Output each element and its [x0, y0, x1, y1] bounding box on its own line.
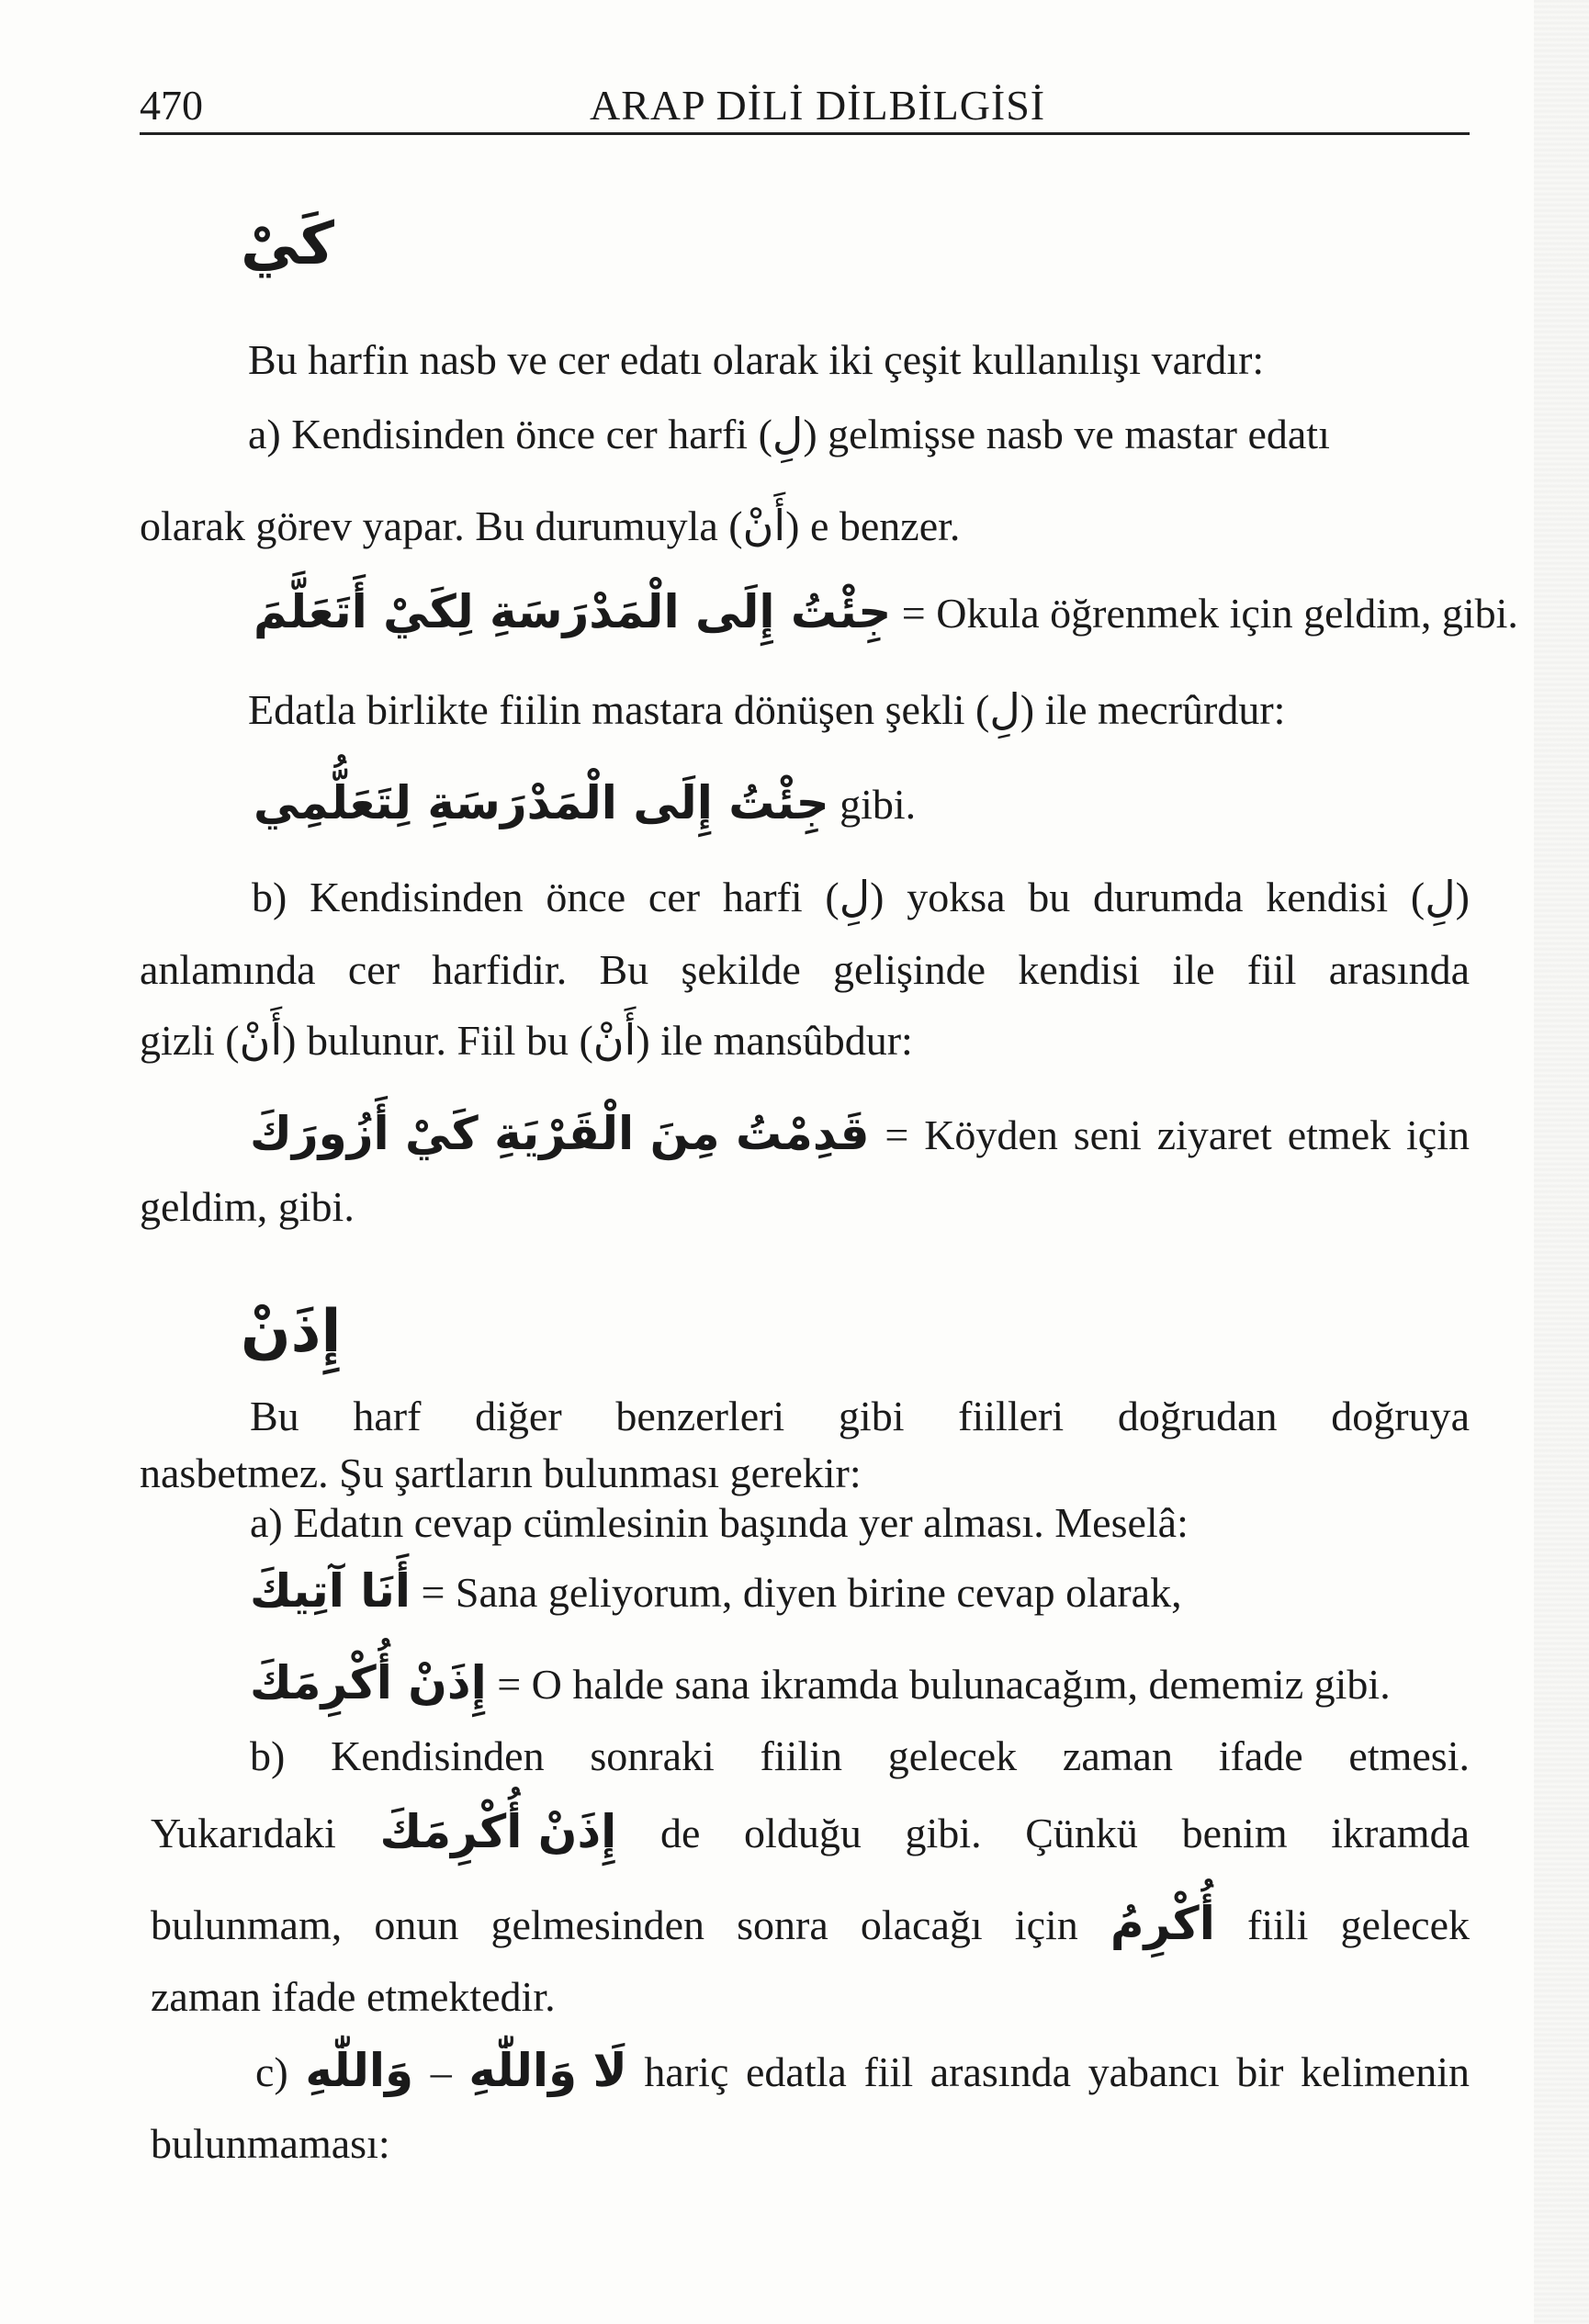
idhan-rule-b-line1: b) Kendisinden sonraki fiilin gelecek zaman ifade etmesi. — [250, 1732, 1470, 1779]
section-heading-kay: كَيْ — [241, 210, 334, 278]
idhan-rule-b-line4: zaman ifade etmektedir. — [151, 1973, 556, 2020]
example-translation: = Okula öğrenmek için geldim, gibi. — [901, 590, 1518, 637]
idhan-rule-b-line2: Yukarıdaki إِذَنْ أُكْرِمَكَ de olduğu gibi. Çünkü benim ikramda — [151, 1805, 1470, 1858]
section-heading-idhan: إِذَنْ — [241, 1298, 342, 1366]
arabic-example: جِئْتُ إِلَى الْمَدْرَسَةِ لِتَعَلُّمِي — [254, 776, 829, 829]
kay-masdar-note: Edatla birlikte fiilin mastara dönüşen şekli (لِ) ile mecrûrdur: — [248, 684, 1286, 734]
idhan-rule-c-line1: c) وَاللّٰهِ – لَا وَاللّٰهِ hariç edatla fiil arasında yabancı bir kelimenin — [255, 2044, 1470, 2097]
kay-example-3-cont: geldim, gibi. — [140, 1183, 355, 1230]
kay-rule-a-line1: a) Kendisinden önce cer harfi (لِ) gelmişse nasb ve mastar edatı — [248, 409, 1330, 458]
arabic-example: جِئْتُ إِلَى الْمَدْرَسَةِ لِكَيْ أَتَعَلَّمَ — [254, 585, 892, 638]
idhan-example-2 — [250, 1657, 1391, 1710]
kay-rule-b-line3: gizli (أَنْ) bulunur. Fiil bu (أَنْ) ile mansûbdur: — [140, 1015, 913, 1065]
arabic-example: إِذَنْ أُكْرِمَكَ — [250, 1656, 487, 1709]
arabic-example: قَدِمْتُ مِنَ الْقَرْيَةِ كَيْ أَزُورَكَ — [250, 1107, 870, 1160]
kay-rule-b-line1: b) Kendisinden önce cer harfi (لِ) yoksa bu durumda kendisi (لِ) — [252, 872, 1470, 921]
idhan-rule-b-line3: bulunmam, onun gelmesinden sonra olacağı için أُكْرِمُ fiili gelecek — [151, 1897, 1471, 1950]
example-translation: = O halde sana ikramda bulunacağım, dememiz gibi. — [497, 1661, 1391, 1708]
running-title: ARAP DİLİ DİLBİLGİSİ — [590, 82, 1046, 129]
idhan-para1-line2: nasbetmez. Şu şartların bulunması gerekir: — [140, 1450, 862, 1496]
kay-example-2 — [254, 777, 916, 830]
kay-rule-a-line2: olarak görev yapar. Bu durumuyla (أَنْ) e benzer. — [140, 501, 961, 550]
idhan-example-1 — [250, 1565, 1182, 1619]
idhan-rule-a: a) Edatın cevap cümlesinin başında yer alması. Meselâ: — [250, 1499, 1189, 1546]
idhan-para1-line1: Bu harf diğer benzerleri gibi fiilleri doğrudan doğruya — [250, 1393, 1470, 1439]
idhan-rule-c-line2: bulunmaması: — [151, 2120, 390, 2167]
kay-example-3 — [250, 1108, 1470, 1161]
page-edge-texture — [1534, 0, 1589, 2324]
arabic-example: أَنَا آتِيكَ — [250, 1564, 411, 1618]
example-translation: = Sana geliyorum, diyen birine cevap olarak, — [421, 1569, 1182, 1616]
kay-rule-b-line2: anlamında cer harfidir. Bu şekilde gelişinde kendisi ile fiil arasında — [140, 946, 1470, 993]
example-translation: = Köyden seni ziyaret etmek için — [885, 1111, 1470, 1158]
page-header — [140, 81, 1470, 135]
example-translation: gibi. — [840, 781, 917, 828]
kay-example-1 — [254, 586, 1518, 639]
kay-intro: Bu harfin nasb ve cer edatı olarak iki çeşit kullanılışı vardır: — [248, 336, 1265, 383]
page-number: 470 — [140, 82, 203, 129]
